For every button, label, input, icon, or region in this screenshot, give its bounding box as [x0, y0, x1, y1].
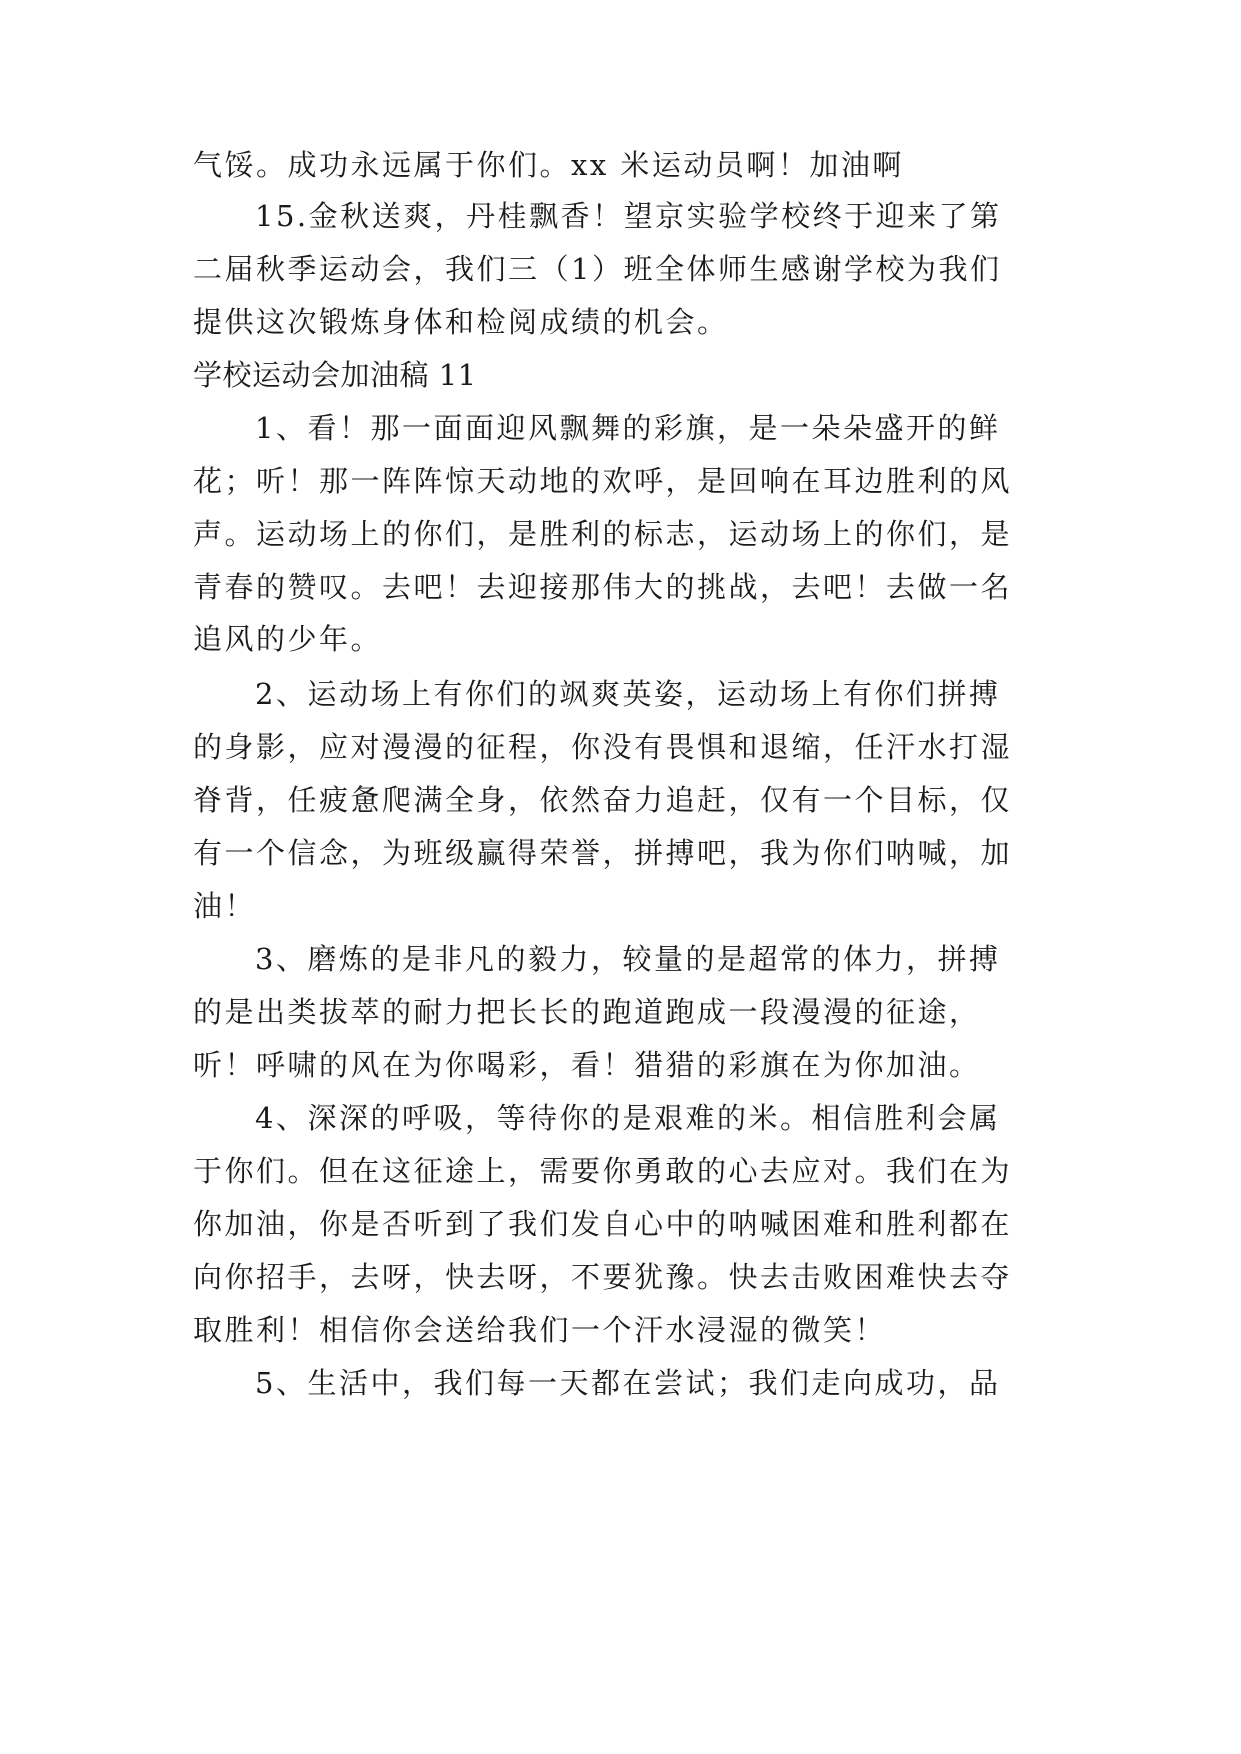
text-line: 4、深深的呼吸，等待你的是艰难的米。相信胜利会属 — [255, 1101, 1001, 1135]
text-line: 1、看！那一面面迎风飘舞的彩旗，是一朵朵盛开的鲜 — [255, 411, 1001, 445]
text-line: 追风的少年。 — [193, 622, 383, 656]
text-line: 花；听！那一阵阵惊天动地的欢呼，是回响在耳边胜利的风 — [193, 464, 1013, 498]
text-line: 5、生活中，我们每一天都在尝试；我们走向成功，品 — [255, 1366, 1001, 1400]
text-line: 的是出类拔萃的耐力把长长的跑道跑成一段漫漫的征途， — [193, 995, 981, 1029]
text-line: 油！ — [193, 889, 257, 923]
text-line: 取胜利！相信你会送给我们一个汗水浸湿的微笑！ — [193, 1313, 887, 1347]
text-line: 向你招手，去呀，快去呀，不要犹豫。快去击败困难快去夺 — [193, 1260, 1013, 1294]
text-line: 有一个信念，为班级赢得荣誉，拼搏吧，我为你们呐喊，加 — [193, 836, 1013, 870]
text-line: 3、磨炼的是非凡的毅力，较量的是超常的体力，拼搏 — [255, 942, 1001, 976]
text-line: 声。运动场上的你们，是胜利的标志，运动场上的你们，是 — [193, 517, 1013, 551]
text-line: 提供这次锻炼身体和检阅成绩的机会。 — [193, 305, 729, 339]
text-line: 于你们。但在这征途上，需要你勇敢的心去应对。我们在为 — [193, 1154, 1013, 1188]
text-line: 15.金秋送爽，丹桂飘香！望京实验学校终于迎来了第 — [255, 199, 1002, 233]
text-line: 脊背，任疲惫爬满全身，依然奋力追赶，仅有一个目标，仅 — [193, 783, 1013, 817]
text-line: 的身影，应对漫漫的征程，你没有畏惧和退缩，任汗水打湿 — [193, 730, 1013, 764]
text-line: 气馁。成功永远属于你们。xx 米运动员啊！加油啊 — [193, 148, 904, 182]
text-line: 听！呼啸的风在为你喝彩，看！猎猎的彩旗在为你加油。 — [193, 1048, 981, 1082]
text-line: 青春的赞叹。去吧！去迎接那伟大的挑战，去吧！去做一名 — [193, 570, 1013, 604]
text-line: 你加油，你是否听到了我们发自心中的呐喊困难和胜利都在 — [193, 1207, 1013, 1241]
text-line: 二届秋季运动会，我们三（1）班全体师生感谢学校为我们 — [193, 252, 1002, 286]
text-line: 2、运动场上有你们的飒爽英姿，运动场上有你们拼搏 — [255, 677, 1001, 711]
section-heading: 学校运动会加油稿 11 — [193, 358, 477, 392]
